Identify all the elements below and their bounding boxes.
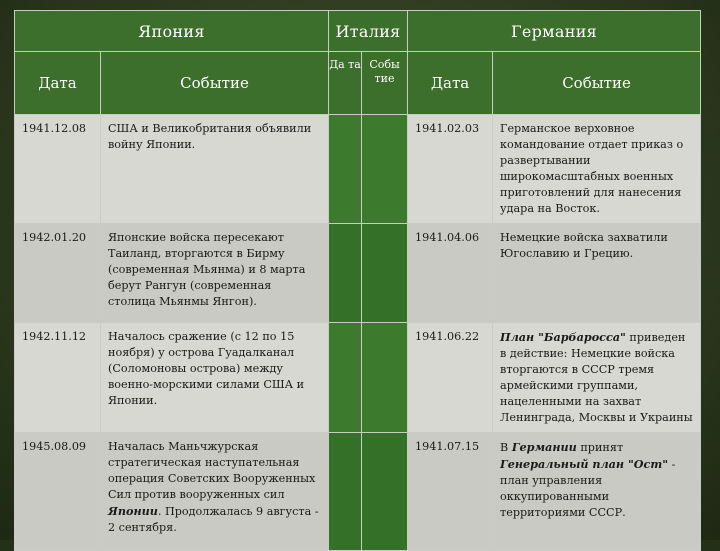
italy-date-cell <box>329 433 362 551</box>
italy-date-cell <box>329 224 362 323</box>
italy-date-cell <box>329 115 362 224</box>
header-germany-date: Дата <box>408 52 493 115</box>
de-event-cell <box>493 323 701 433</box>
japan-bold-text: Японии <box>108 504 158 518</box>
de-event-cell <box>493 433 701 551</box>
italy-event-cell <box>362 323 408 433</box>
italy-event-cell <box>362 433 408 551</box>
header-germany: Германия <box>408 11 701 52</box>
jp-event-cell: США и Великобритания объявили войну Японии. <box>101 115 329 224</box>
jp-date-cell: 1942.01.20 <box>15 224 101 323</box>
jp-date-cell: 1942.11.12 <box>15 323 101 433</box>
header-japan-date: Дата <box>15 52 101 115</box>
italy-event-cell <box>362 115 408 224</box>
de-date-cell: 1941.04.06 <box>408 224 493 323</box>
de-event-cell: Германское верховное командование отдает приказ о развертывании широкомасштабных военных приготовлений для нанесения удара на Восток. <box>493 115 701 224</box>
de-event-cell: Немецкие войска захватили Югославию и Грецию. <box>493 224 701 323</box>
header-italy: Италия <box>329 11 408 52</box>
de-date-cell: 1941.02.03 <box>408 115 493 224</box>
event-text: приведен в действие: Немецкие войска вторгаются в СССР тремя армейскими группами, нацеленными на захват Ленинграда, Москвы и Украины <box>500 331 693 424</box>
event-text: В <box>500 441 512 454</box>
plan-ost-text: Генеральный план "Ост" <box>500 457 669 471</box>
header-japan-event: Событие <box>101 52 329 115</box>
table-row <box>15 115 701 224</box>
header-italy-event: Собы тие <box>362 52 408 115</box>
header-germany-event: Событие <box>493 52 701 115</box>
header-japan: Япония <box>15 11 329 52</box>
header-italy-date: Да та <box>329 52 362 115</box>
event-text: . Продолжалась 9 августа - 2 сентября. <box>108 505 319 534</box>
de-date-cell: 1941.07.15 <box>408 433 493 551</box>
jp-event-cell: Началось сражение (с 12 по 15 ноября) у острова Гуадалканал (Соломоновы острова) между военно-морскими силами США и Японии. <box>101 323 329 433</box>
germany-bold-text: Германии <box>511 440 577 454</box>
jp-date-cell: 1941.12.08 <box>15 115 101 224</box>
table-row <box>15 323 701 433</box>
table-row <box>15 224 701 323</box>
italy-event-cell <box>362 224 408 323</box>
history-table <box>14 10 701 551</box>
table-row <box>15 433 701 551</box>
de-date-cell: 1941.06.22 <box>408 323 493 433</box>
jp-event-cell <box>101 433 329 551</box>
event-text: - план управления оккупированными территориями СССР. <box>500 458 676 519</box>
jp-event-cell: Японские войска пересекают Таиланд, вторгаются в Бирму (современная Мьянма) и 8 марта берут Рангун (современная столица Мьянмы Янгон). <box>101 224 329 323</box>
italy-date-cell <box>329 323 362 433</box>
event-text: Началась Маньчжурская стратегическая наступательная операция Советских Вооруженных Сил против вооруженных сил <box>108 440 316 501</box>
event-text: принят <box>576 441 624 454</box>
plan-barbarossa-text: План "Барбаросса" <box>500 330 626 344</box>
jp-date-cell: 1945.08.09 <box>15 433 101 551</box>
